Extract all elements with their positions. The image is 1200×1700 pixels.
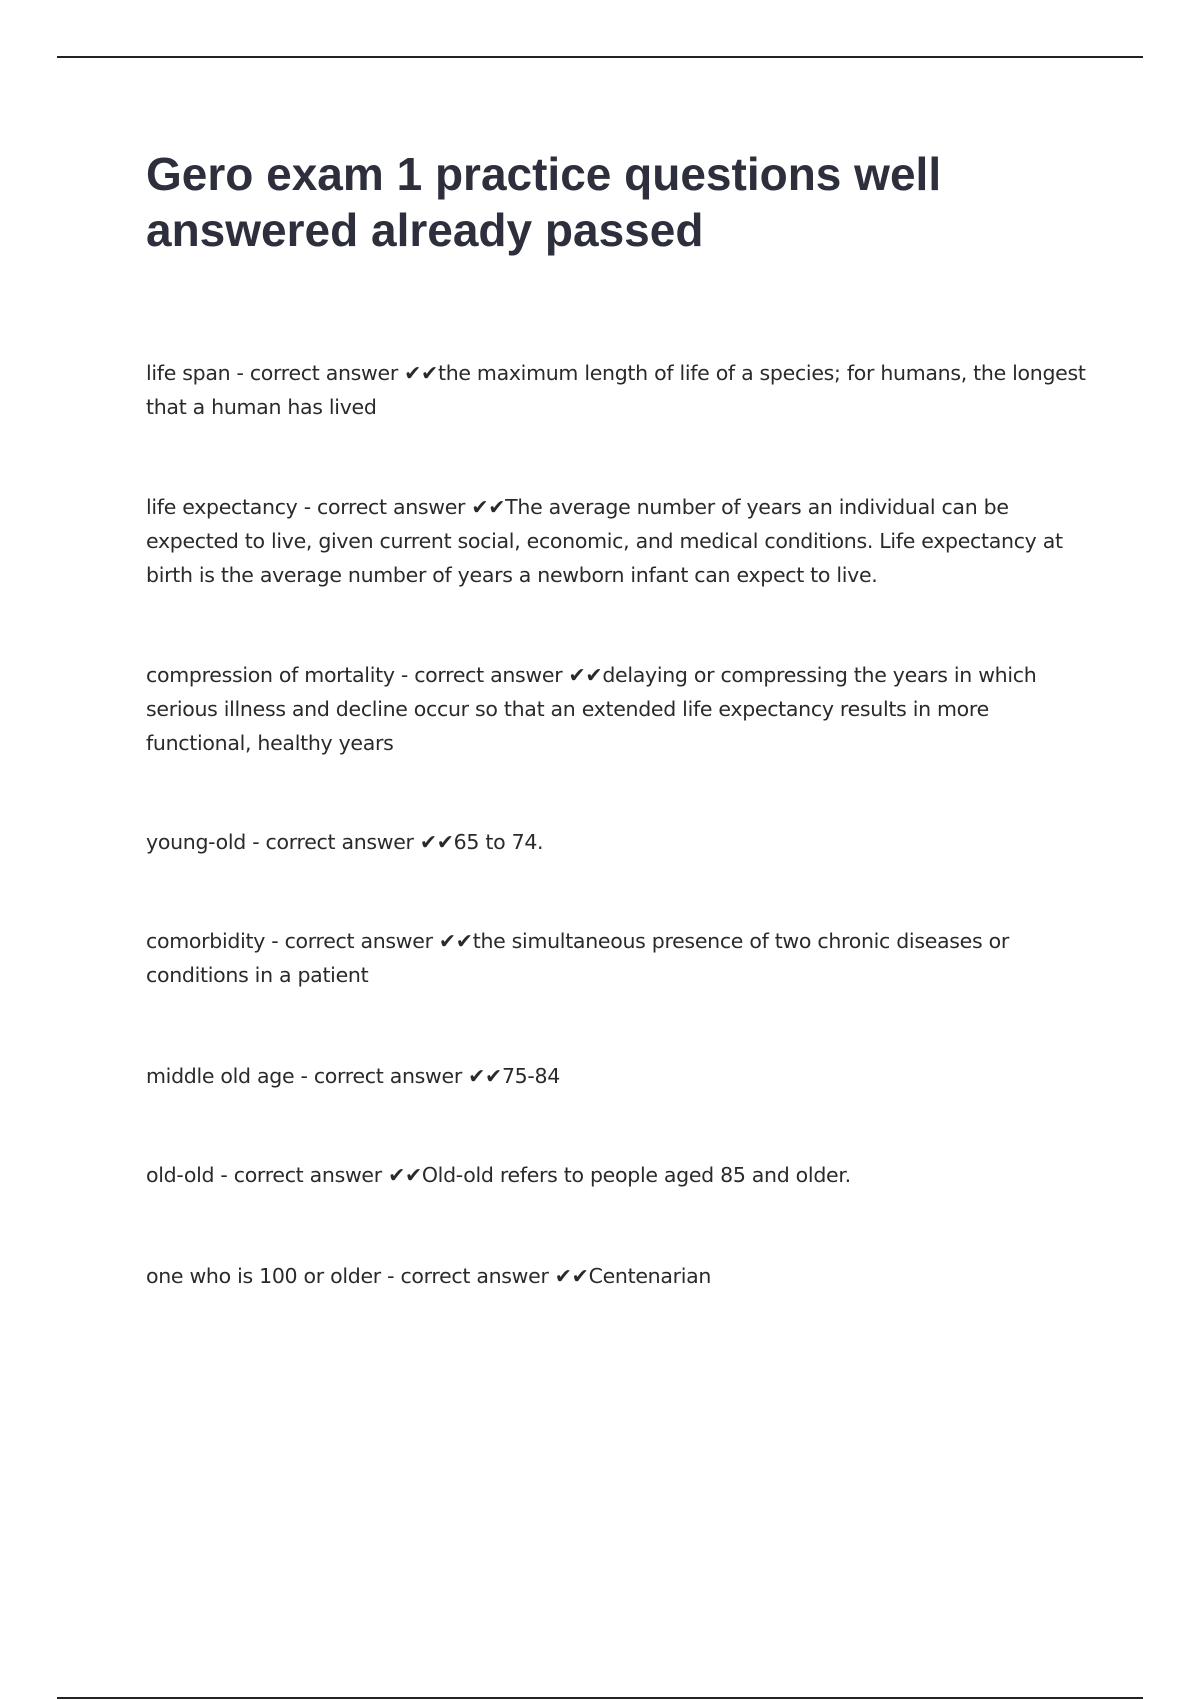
qa-answer-label: correct answer [414,663,563,687]
qa-answer-label: correct answer [313,1064,462,1088]
qa-item [146,825,1096,859]
document-title: Gero exam 1 practice questions well answered already passed [146,148,942,256]
qa-definition: 75-84 [501,1064,561,1088]
qa-answer-label: correct answer [317,495,466,519]
qa-term: life span [146,361,231,385]
qa-definition: the simultaneous presence of two chronic diseases or conditions in a patient [146,929,1009,987]
qa-answer-label: correct answer [265,830,414,854]
checkmark-icon: ✔✔ [381,1163,422,1187]
qa-item [146,924,1096,992]
qa-item [146,490,1096,592]
checkmark-icon: ✔✔ [465,495,506,519]
qa-definition: delaying or compressing the years in which serious illness and decline occur so that an extended life expectancy results in more functional, healthy years [146,663,1037,755]
qa-term: compression of mortality [146,663,395,687]
checkmark-icon: ✔✔ [397,361,438,385]
checkmark-icon: ✔✔ [432,929,473,953]
qa-term: one who is 100 or older [146,1264,381,1288]
qa-answer-label: correct answer [249,361,398,385]
qa-separator: - [246,830,266,854]
qa-separator: - [265,929,285,953]
qa-separator: - [394,663,415,687]
qa-item [146,658,1096,760]
qa-answer-label: correct answer [400,1264,549,1288]
qa-term: middle old age [146,1064,295,1088]
qa-definition: the maximum length of life of a species; for humans, the longest that a human has lived [146,361,1086,419]
checkmark-icon: ✔✔ [461,1064,502,1088]
bottom-rule [57,1697,1143,1699]
qa-item [146,356,1096,424]
qa-term: young-old [146,830,247,854]
qa-separator: - [294,1064,314,1088]
checkmark-icon: ✔✔ [562,663,603,687]
qa-item [146,1158,1096,1192]
qa-definition: Centenarian [588,1264,712,1288]
qa-definition: 65 to 74. [453,830,544,854]
checkmark-icon: ✔✔ [548,1264,589,1288]
checkmark-icon: ✔✔ [413,830,454,854]
qa-term: comorbidity [146,929,266,953]
qa-term: life expectancy [146,495,298,519]
top-rule [57,56,1143,58]
qa-definition: The average number of years an individual can be expected to live, given current social, economic, and medical conditions. Life expectancy at birth is the average number of years a newborn infant can expect to live. [146,495,1063,587]
qa-item [146,1059,1096,1093]
qa-separator: - [380,1264,401,1288]
qa-separator: - [230,361,250,385]
qa-separator: - [214,1163,234,1187]
qa-definition: Old-old refers to people aged 85 and older. [421,1163,851,1187]
qa-item [146,1259,1096,1293]
qa-separator: - [297,495,318,519]
qa-answer-label: correct answer [233,1163,382,1187]
qa-term: old-old [146,1163,215,1187]
qa-answer-label: correct answer [284,929,433,953]
